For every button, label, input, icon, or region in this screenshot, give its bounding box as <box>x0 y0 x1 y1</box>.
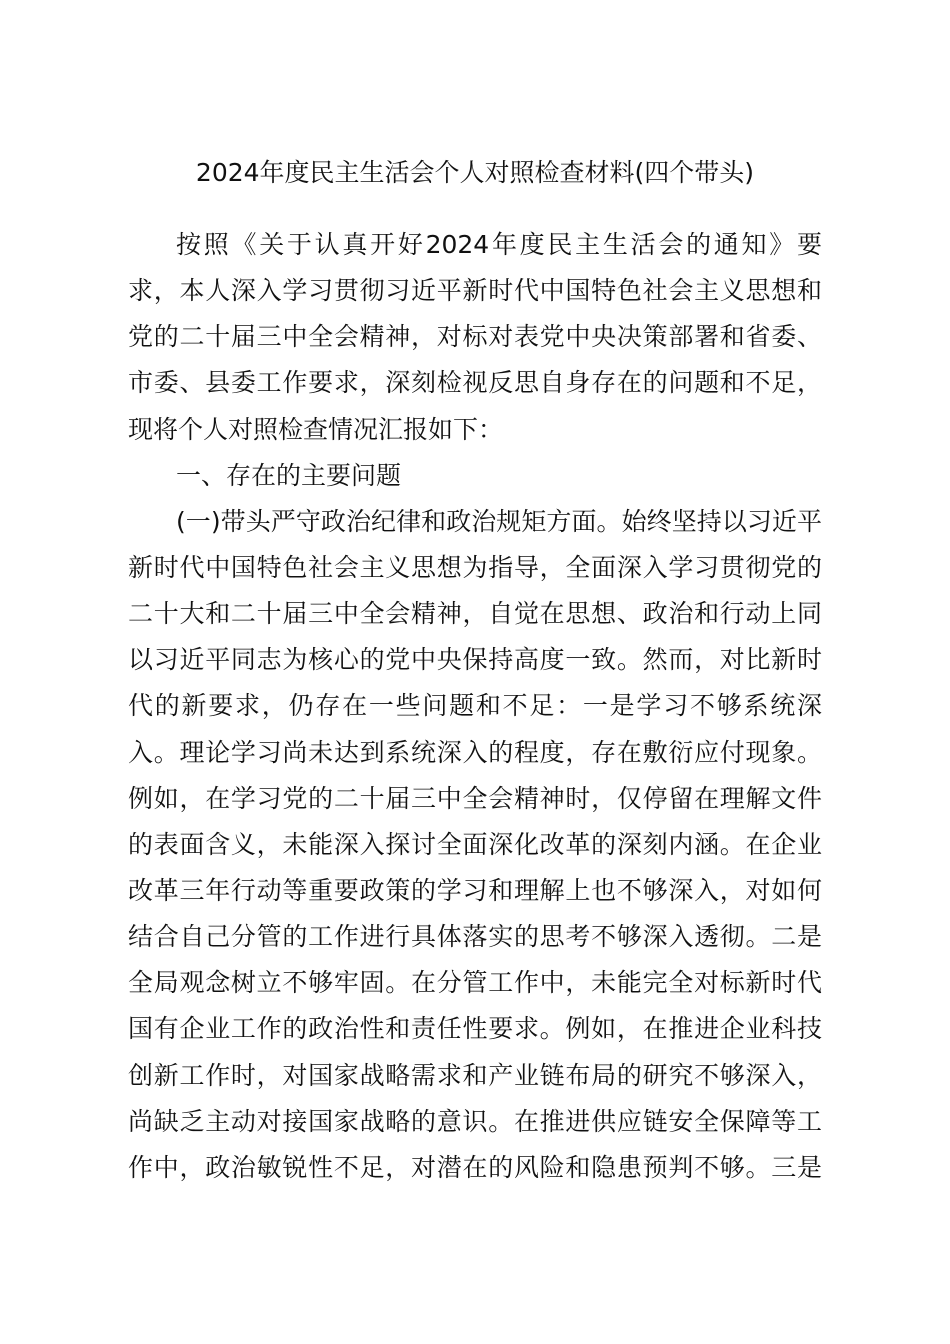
paragraph-line: 结合自己分管的工作进行具体落实的思考不够深入透彻。二是 <box>128 922 822 952</box>
paragraph-line: 尚缺乏主动对接国家战略的意识。在推进供应链安全保障等工 <box>128 1106 822 1136</box>
paragraph-line: 现将个人对照检查情况汇报如下： <box>128 414 504 444</box>
paragraph-line: 作中，政治敏锐性不足，对潜在的风险和隐患预判不够。三是 <box>128 1152 822 1182</box>
paragraph-line: 创新工作时，对国家战略需求和产业链布局的研究不够深入， <box>128 1060 822 1090</box>
paragraph-line: 新时代中国特色社会主义思想为指导，全面深入学习贯彻党的 <box>128 552 822 582</box>
paragraph-line: 二十大和二十届三中全会精神，自觉在思想、政治和行动上同 <box>128 599 822 629</box>
paragraph-line: 例如，在学习党的二十届三中全会精神时，仅停留在理解文件 <box>128 783 822 813</box>
section-heading: 一、存在的主要问题 <box>176 460 402 490</box>
paragraph-line: 的表面含义，未能深入探讨全面深化改革的深刻内涵。在企业 <box>128 829 822 859</box>
paragraph-line: 按照《关于认真开好2024年度民主生活会的通知》要 <box>176 230 822 259</box>
paragraph-line: (一)带头严守政治纪律和政治规矩方面。始终坚持以习近平 <box>176 506 822 536</box>
paragraph-line: 代的新要求，仍存在一些问题和不足：一是学习不够系统深 <box>128 691 822 721</box>
paragraph-line: 市委、县委工作要求，深刻检视反思自身存在的问题和不足， <box>128 368 822 398</box>
document-title: 2024年度民主生活会个人对照检查材料(四个带头) <box>195 158 755 187</box>
paragraph-line: 国有企业工作的政治性和责任性要求。例如，在推进企业科技 <box>128 1014 822 1044</box>
paragraph-line: 以习近平同志为核心的党中央保持高度一致。然而，对比新时 <box>128 645 822 675</box>
paragraph-line: 入。理论学习尚未达到系统深入的程度，存在敷衍应付现象。 <box>128 737 822 767</box>
paragraph-line: 全局观念树立不够牢固。在分管工作中，未能完全对标新时代 <box>128 968 822 998</box>
paragraph-line: 求，本人深入学习贯彻习近平新时代中国特色社会主义思想和 <box>128 276 822 306</box>
paragraph-line: 改革三年行动等重要政策的学习和理解上也不够深入，对如何 <box>128 875 822 905</box>
paragraph-line: 党的二十届三中全会精神，对标对表党中央决策部署和省委、 <box>128 322 822 352</box>
document-body <box>128 222 822 1191</box>
